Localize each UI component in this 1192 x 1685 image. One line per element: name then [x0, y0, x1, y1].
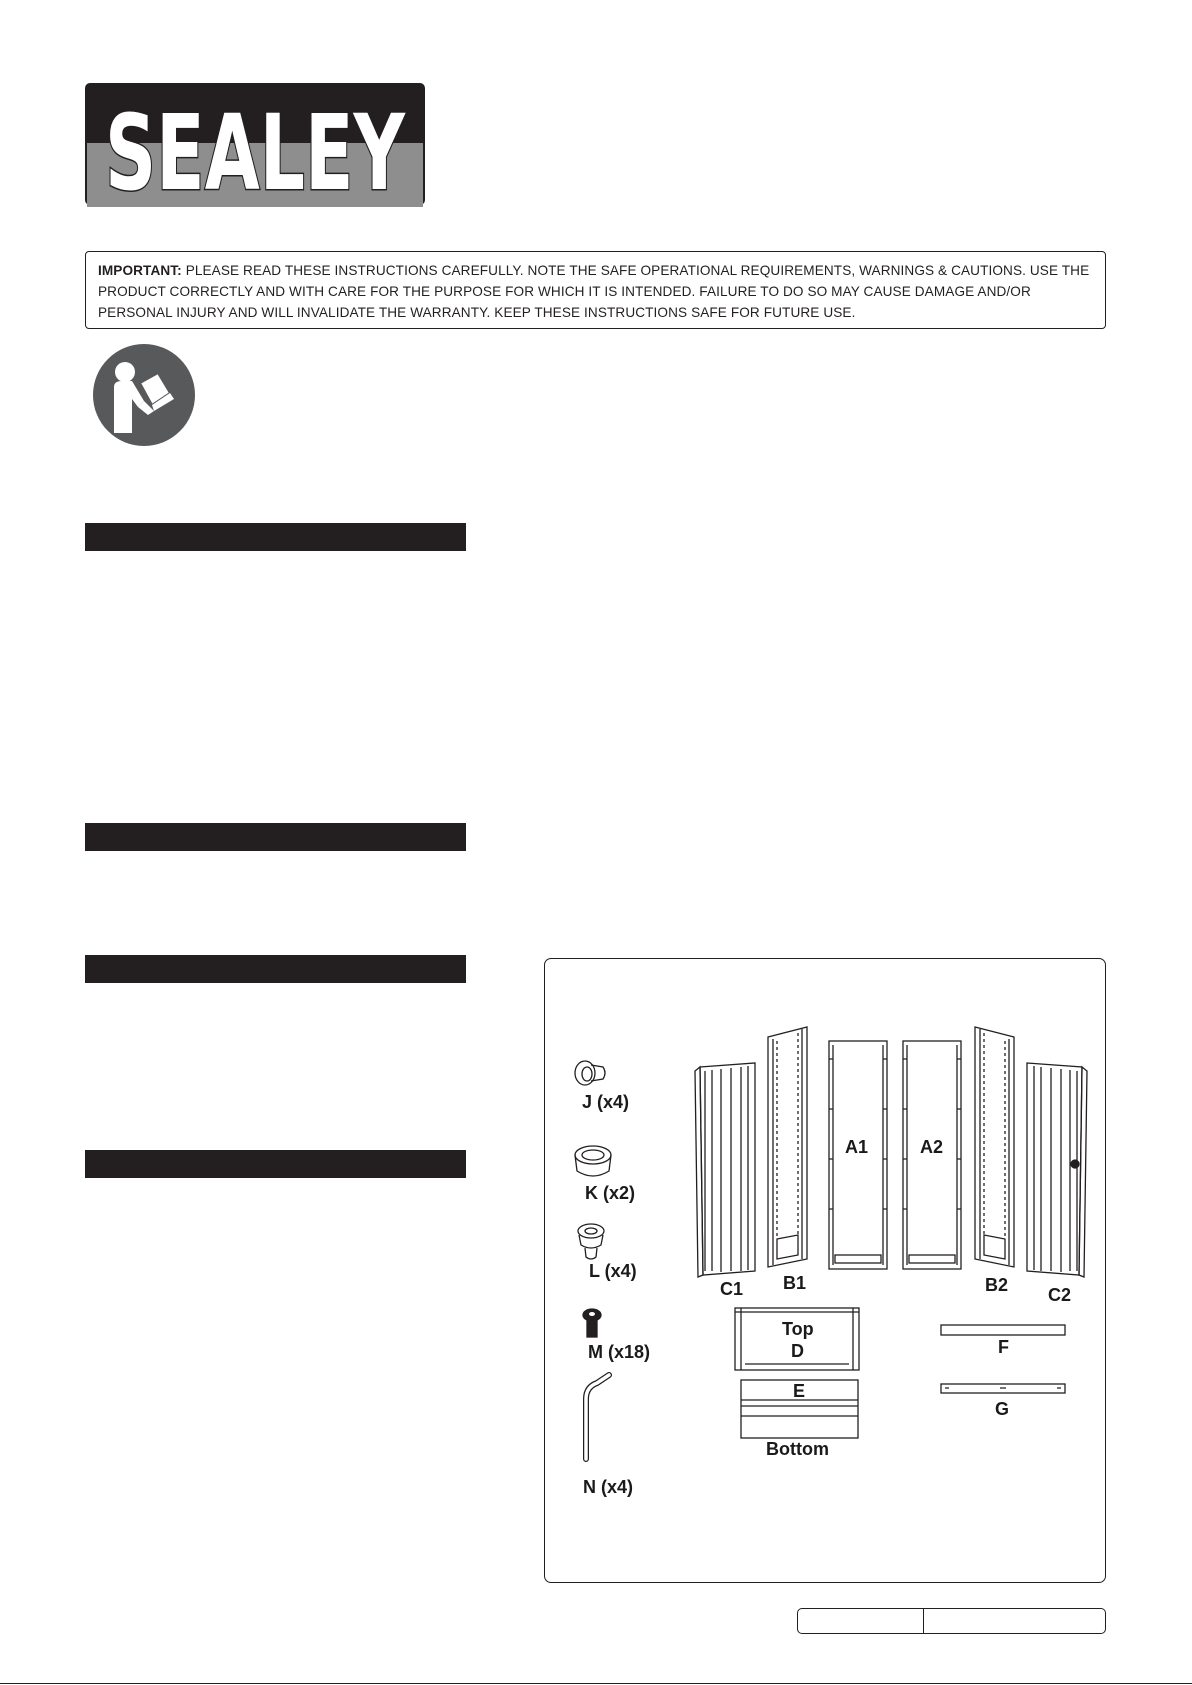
part-j-label: J (x4): [582, 1092, 630, 1112]
footer-divider: [923, 1609, 924, 1633]
part-n-icon: [586, 1375, 609, 1459]
panel-g-label: G: [995, 1399, 1010, 1419]
part-n-label: N (x4): [583, 1477, 634, 1497]
panel-top-label: Top: [782, 1319, 814, 1339]
panel-c1-label: C1: [720, 1279, 744, 1299]
panel-b1: [768, 1027, 807, 1267]
panel-b2: [975, 1027, 1014, 1267]
section-bar-1: [85, 523, 466, 551]
notice-bold: IMPORTANT:: [98, 263, 182, 278]
parts-diagram: [544, 958, 1106, 1583]
section-bar-2: [85, 823, 466, 851]
panel-a1-label: A1: [845, 1137, 869, 1157]
section-bar-3: [85, 955, 466, 983]
part-m-icon: [583, 1309, 601, 1337]
part-k-icon: [575, 1146, 611, 1176]
part-l-label: L (x4): [589, 1261, 637, 1281]
section-bar-4: [85, 1150, 466, 1178]
panel-a2-label: A2: [920, 1137, 944, 1157]
panel-b1-label: B1: [783, 1273, 807, 1293]
important-notice: [85, 251, 1106, 329]
panel-e-label: E: [793, 1381, 806, 1401]
read-manual-icon: [92, 343, 196, 447]
panel-bottom-label: Bottom: [766, 1439, 829, 1459]
panel-c2-label: C2: [1048, 1285, 1072, 1305]
part-k-label: K (x2): [585, 1183, 636, 1203]
panel-c2: [1027, 1063, 1087, 1277]
bottom-rule: [0, 1683, 1192, 1684]
logo-wordmark: [87, 85, 423, 214]
panel-b2-label: B2: [985, 1275, 1009, 1295]
panel-c1: [695, 1063, 755, 1277]
part-l-icon: [578, 1224, 604, 1259]
panel-f-label: F: [998, 1337, 1009, 1357]
notice-text: PLEASE READ THESE INSTRUCTIONS CAREFULLY. NOTE THE SAFE OPERATIONAL REQUIREMENTS, WARNINGS & CAUTIONS. USE THE PRODUCT CORRECTLY AND WITH CARE FOR THE PURPOSE FOR WHICH IT IS INTENDED. FAILURE TO DO SO MAY CAUSE DAMAGE AND/OR PERSONAL INJURY AND WILL INVALIDATE THE WARRANTY. KEEP THESE INSTRUCTIONS SAFE FOR FUTURE USE.: [98, 263, 1090, 320]
part-m-label: M (x18): [588, 1342, 651, 1362]
footer-model-box: [797, 1608, 1106, 1634]
sealey-logo: [85, 83, 425, 214]
panel-g: [941, 1384, 1065, 1393]
panel-f: [941, 1325, 1065, 1335]
part-j-icon: [575, 1061, 605, 1085]
panel-d-label: D: [791, 1341, 804, 1361]
logo-text: SEALEY: [105, 92, 407, 214]
